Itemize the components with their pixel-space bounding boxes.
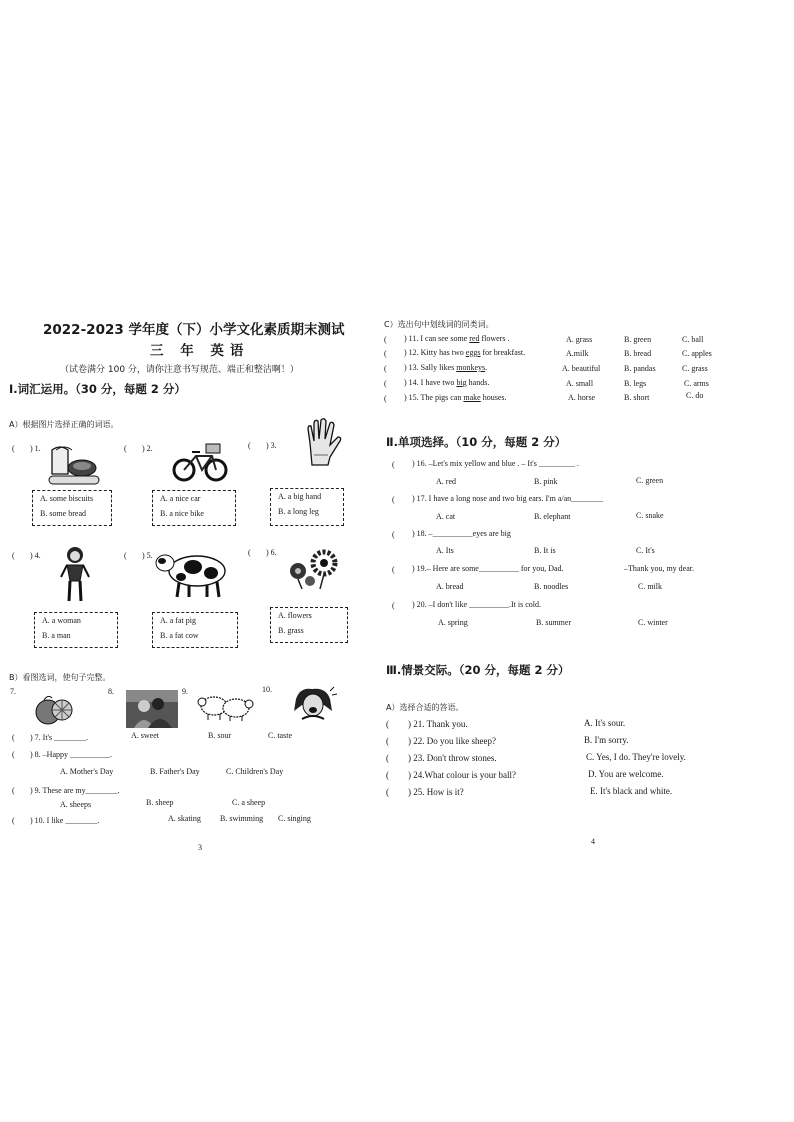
exam-title: 2022-2023 学年度（下）小学文化素质期末测试: [43, 322, 345, 338]
part-a-instruction: A）根据图片选择正确的词语。: [9, 420, 119, 429]
item-4-number: ) 4.: [30, 551, 41, 560]
q8-option-c[interactable]: C. Children's Day: [226, 767, 284, 776]
question-11-stem: ) 11. I can see some red flowers .: [404, 334, 510, 343]
question-7-stem: ) 7. It's ________.: [30, 733, 89, 742]
q13-option-c[interactable]: C. grass: [682, 364, 708, 373]
item-6-number: ) 6.: [266, 548, 277, 557]
singing-girl-icon: [290, 685, 338, 723]
lemon-icon: [34, 692, 74, 726]
answer-e[interactable]: E. It's black and white.: [590, 786, 673, 796]
question-17-stem: ) 17. I have a long nose and two big ears. I'm a/an________: [412, 494, 604, 503]
question-22-stem: ) 22. Do you like sheep?: [408, 736, 496, 746]
q20-option-b[interactable]: B. summer: [536, 618, 572, 627]
q17-option-a[interactable]: A. cat: [436, 512, 456, 521]
option-5b[interactable]: B. a fat cow: [160, 631, 199, 640]
q10-option-a[interactable]: A. skating: [168, 814, 201, 823]
q16-option-c[interactable]: C. green: [636, 476, 664, 485]
section-2-heading: Ⅱ.单项选择。（10 分，每题 2 分）: [386, 435, 567, 449]
question-15-stem: ) 15. The pigs can make houses.: [404, 393, 507, 402]
part-a3-instruction: A）选择合适的答语。: [386, 703, 464, 712]
item-5-number: ) 5.: [142, 551, 153, 560]
question-25-stem: ) 25. How is it?: [408, 787, 464, 797]
option-6b[interactable]: B. grass: [278, 626, 304, 635]
q14-option-c[interactable]: C. arms: [684, 379, 709, 388]
question-19-reply: –Thank you, my dear.: [624, 564, 694, 573]
options-box-6: [270, 607, 348, 643]
question-24-stem: ) 24.What colour is your ball?: [408, 770, 516, 780]
question-16-stem: ) 16. –Let's mix yellow and blue . – It's _________ .: [412, 459, 579, 468]
q8-option-a[interactable]: A. Mother's Day: [60, 767, 114, 776]
q8-option-b[interactable]: B. Father's Day: [150, 767, 200, 776]
question-20-stem: ) 20. –I don't like __________.It is cold.: [412, 600, 541, 609]
option-1b[interactable]: B. some bread: [40, 509, 86, 518]
section-1-heading: Ⅰ.词汇运用。（30 分，每题 2 分）: [9, 382, 186, 396]
q15-option-b[interactable]: B. short: [624, 393, 650, 402]
q7-option-c[interactable]: C. taste: [268, 731, 292, 740]
question-21-stem: ) 21. Thank you.: [408, 719, 468, 729]
q20-option-c[interactable]: C. winter: [638, 618, 668, 627]
q9-option-b[interactable]: B. sheep: [146, 798, 174, 807]
options-box-4: [34, 612, 118, 648]
sheep-icon: [196, 690, 256, 722]
answer-c[interactable]: C. Yes, I do. They're lovely.: [586, 752, 686, 762]
q7-option-a[interactable]: A. sweet: [131, 731, 159, 740]
option-3a[interactable]: A. a big hand: [278, 492, 322, 501]
option-6a[interactable]: A. flowers: [278, 611, 312, 620]
q10-option-c[interactable]: C. singing: [278, 814, 311, 823]
q16-option-b[interactable]: B. pink: [534, 477, 558, 486]
q15-option-c[interactable]: C. do: [686, 391, 704, 400]
section-3-heading: Ⅲ.情景交际。（20 分，每题 2 分）: [386, 663, 570, 677]
answer-a[interactable]: A. It's sour.: [584, 718, 626, 728]
option-4b[interactable]: B. a man: [42, 631, 71, 640]
option-5a[interactable]: A. a fat pig: [160, 616, 196, 625]
q11-option-c[interactable]: C. ball: [682, 335, 704, 344]
q7-option-b[interactable]: B. sour: [208, 731, 232, 740]
question-9-stem: ) 9. These are my________.: [30, 786, 120, 795]
question-10-stem: ) 10. I like ________.: [30, 816, 100, 825]
q18-option-a[interactable]: A. Its: [436, 546, 454, 555]
question-13-stem: ) 13. Sally likes monkeys.: [404, 363, 488, 372]
part-c-instruction: C）选出句中划线词的同类词。: [384, 320, 494, 329]
woman-icon: [58, 545, 92, 603]
q14-option-b[interactable]: B. legs: [624, 379, 647, 388]
q17-option-b[interactable]: B. elephant: [534, 512, 571, 521]
q14-option-a[interactable]: A. small: [566, 379, 594, 388]
answer-d[interactable]: D. You are welcome.: [588, 769, 664, 779]
options-box-3: [270, 488, 344, 526]
q20-option-a[interactable]: A. spring: [438, 618, 468, 627]
question-19-stem: ) 19.– Here are some__________ for you, Dad.: [412, 564, 564, 573]
q15-option-a[interactable]: A. horse: [568, 393, 596, 402]
option-1a[interactable]: A. some biscuits: [40, 494, 94, 503]
family-photo-icon: [126, 690, 178, 728]
q9-option-a[interactable]: A. sheeps: [60, 800, 92, 809]
q11-option-a[interactable]: A. grass: [566, 335, 593, 344]
q13-option-a[interactable]: A. beautiful: [562, 364, 601, 373]
q17-option-c[interactable]: C. snake: [636, 511, 664, 520]
q10-option-b[interactable]: B. swimming: [220, 814, 264, 823]
part-b-instruction: B）看图选词，使句子完整。: [9, 673, 111, 682]
hand-icon: [302, 417, 346, 469]
question-18-stem: ) 18. –__________eyes are big: [412, 529, 511, 538]
option-3b[interactable]: B. a long leg: [278, 507, 319, 516]
option-2b[interactable]: B. a nice bike: [160, 509, 204, 518]
answer-b[interactable]: B. I'm sorry.: [584, 735, 629, 745]
item-2-number: ) 2.: [142, 444, 153, 453]
question-12-stem: ) 12. Kitty has two eggs for breakfast.: [404, 348, 526, 357]
options-box-2: [152, 490, 236, 526]
question-8-stem: ) 8. –Happy __________.: [30, 750, 112, 759]
option-4a[interactable]: A. a woman: [42, 616, 81, 625]
page-number-right: 4: [591, 837, 595, 846]
item-3-number: ) 3.: [266, 441, 277, 450]
q13-option-b[interactable]: B. pandas: [624, 364, 656, 373]
flowers-icon: [284, 549, 344, 589]
q19-option-b[interactable]: B. noodles: [534, 582, 569, 591]
q18-option-c[interactable]: C. It's: [636, 546, 655, 555]
options-box-5: [152, 612, 238, 648]
q12-option-b[interactable]: B. bread: [624, 349, 652, 358]
q12-option-c[interactable]: C. apples: [682, 349, 712, 358]
q19-option-a[interactable]: A. bread: [436, 582, 464, 591]
q19-option-c[interactable]: C. milk: [638, 582, 663, 591]
item-1-number: ) 1.: [30, 444, 41, 453]
q11-option-b[interactable]: B. green: [624, 335, 652, 344]
page-number-left: 3: [198, 843, 202, 852]
q18-option-b[interactable]: B. It is: [534, 546, 556, 555]
q12-option-a[interactable]: A.milk: [566, 349, 589, 358]
options-box-1: [32, 490, 112, 526]
question-14-stem: ) 14. I have two big hands.: [404, 378, 490, 387]
question-23-stem: ) 23. Don't throw stones.: [408, 753, 497, 763]
option-2a[interactable]: A. a nice car: [160, 494, 201, 503]
bike-icon: [172, 440, 228, 484]
bread-icon: [44, 444, 104, 488]
exam-subtitle: 三 年 英语: [150, 343, 250, 359]
q16-option-a[interactable]: A. red: [436, 477, 456, 486]
q9-option-c[interactable]: C. a sheep: [232, 798, 266, 807]
cow-icon: [153, 549, 233, 599]
exam-note: （试卷满分 100 分，请你注意书写规范、端正和整洁啊！）: [60, 365, 299, 375]
